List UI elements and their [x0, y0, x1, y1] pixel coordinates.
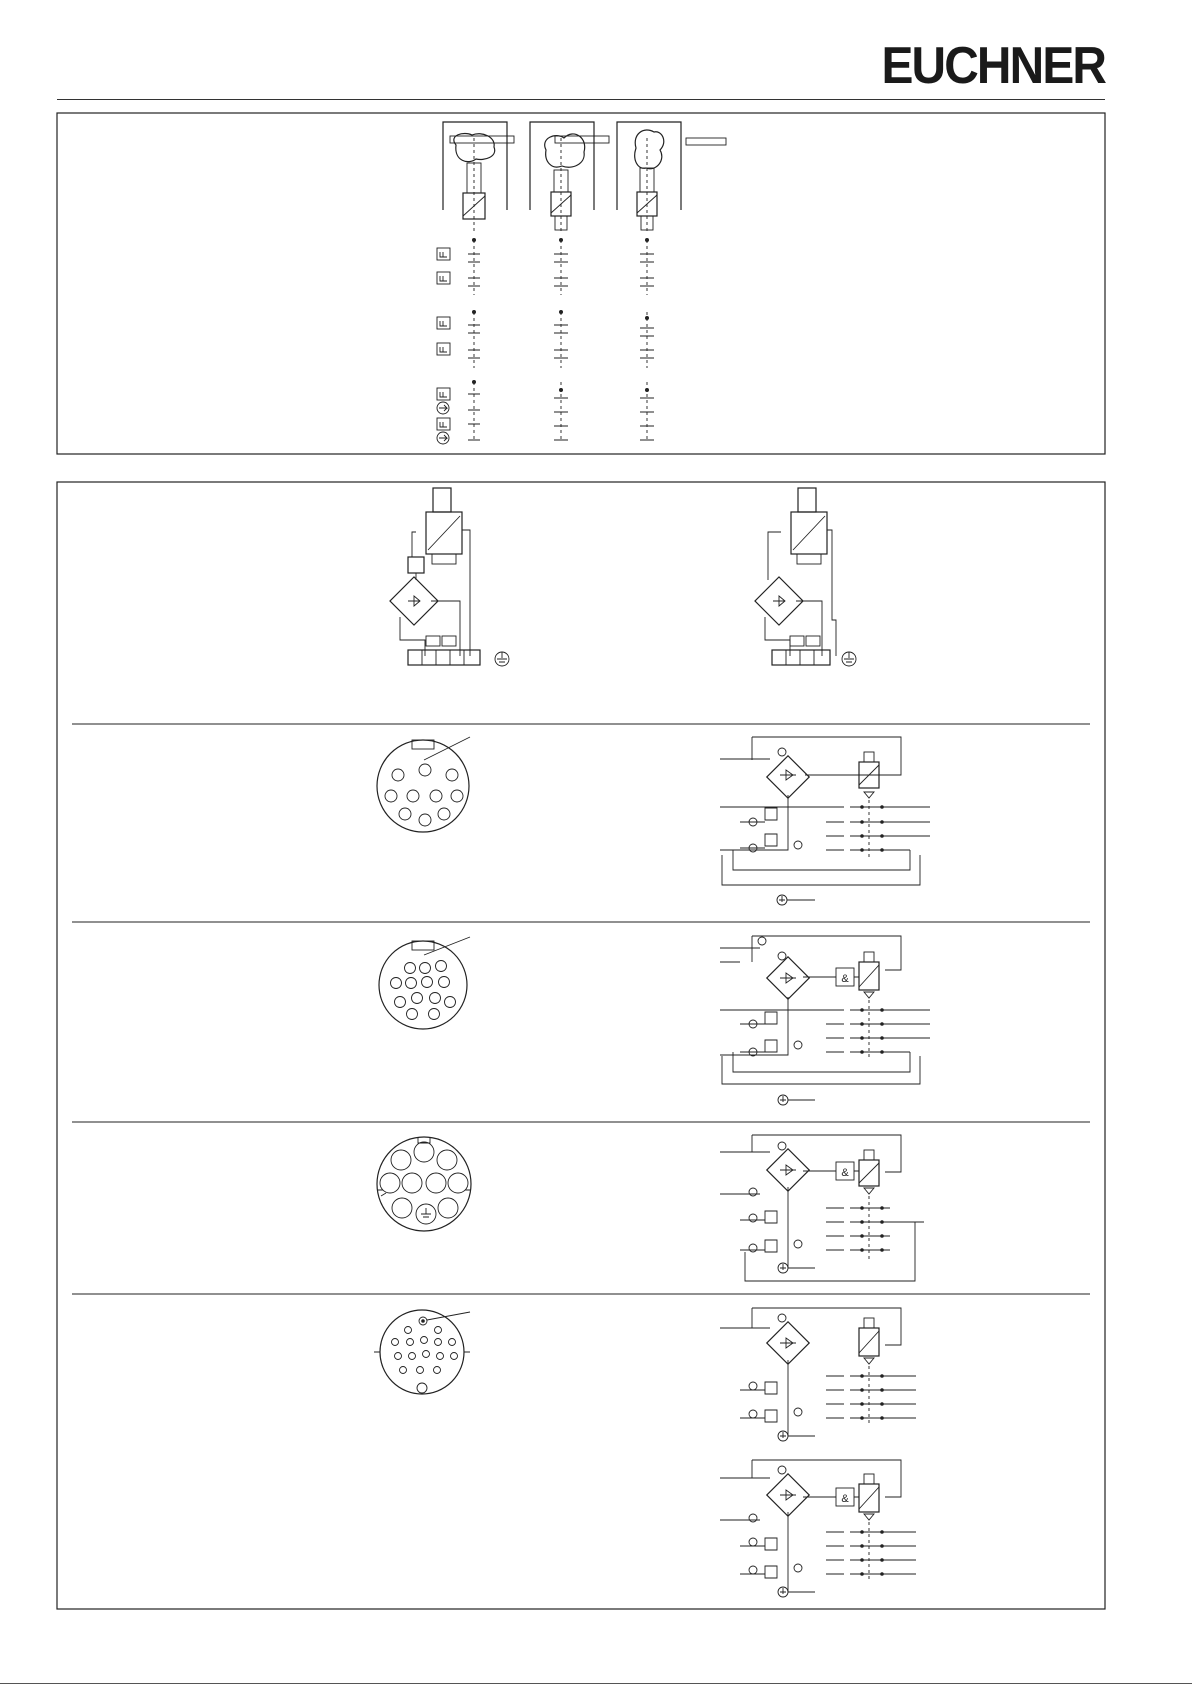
euchner-logo: EUCHNER — [881, 37, 1105, 95]
cam-position-3 — [617, 122, 726, 232]
schematic-5 — [720, 1460, 916, 1597]
connector-face-4 — [374, 1310, 470, 1394]
connection-diagram-panel — [57, 482, 1105, 1609]
and-gate-label: & — [841, 973, 849, 985]
connector-face-2 — [379, 937, 470, 1029]
schematic-3 — [720, 1135, 924, 1281]
and-gate-label: & — [841, 1493, 849, 1505]
connector-face-3 — [377, 1137, 471, 1231]
contact-symbol-column — [437, 248, 450, 444]
and-gate-label: & — [841, 1167, 849, 1179]
contact-states — [468, 238, 654, 442]
schematic-2 — [720, 936, 930, 1105]
schematic-4 — [720, 1308, 916, 1441]
cam-position-1 — [443, 122, 514, 232]
internal-wiring-a — [390, 488, 509, 666]
connector-face-1 — [377, 737, 470, 832]
schematic-1 — [720, 737, 930, 905]
switching-function-panel — [57, 113, 1105, 454]
cam-position-2 — [530, 122, 609, 232]
internal-wiring-b — [755, 488, 856, 666]
